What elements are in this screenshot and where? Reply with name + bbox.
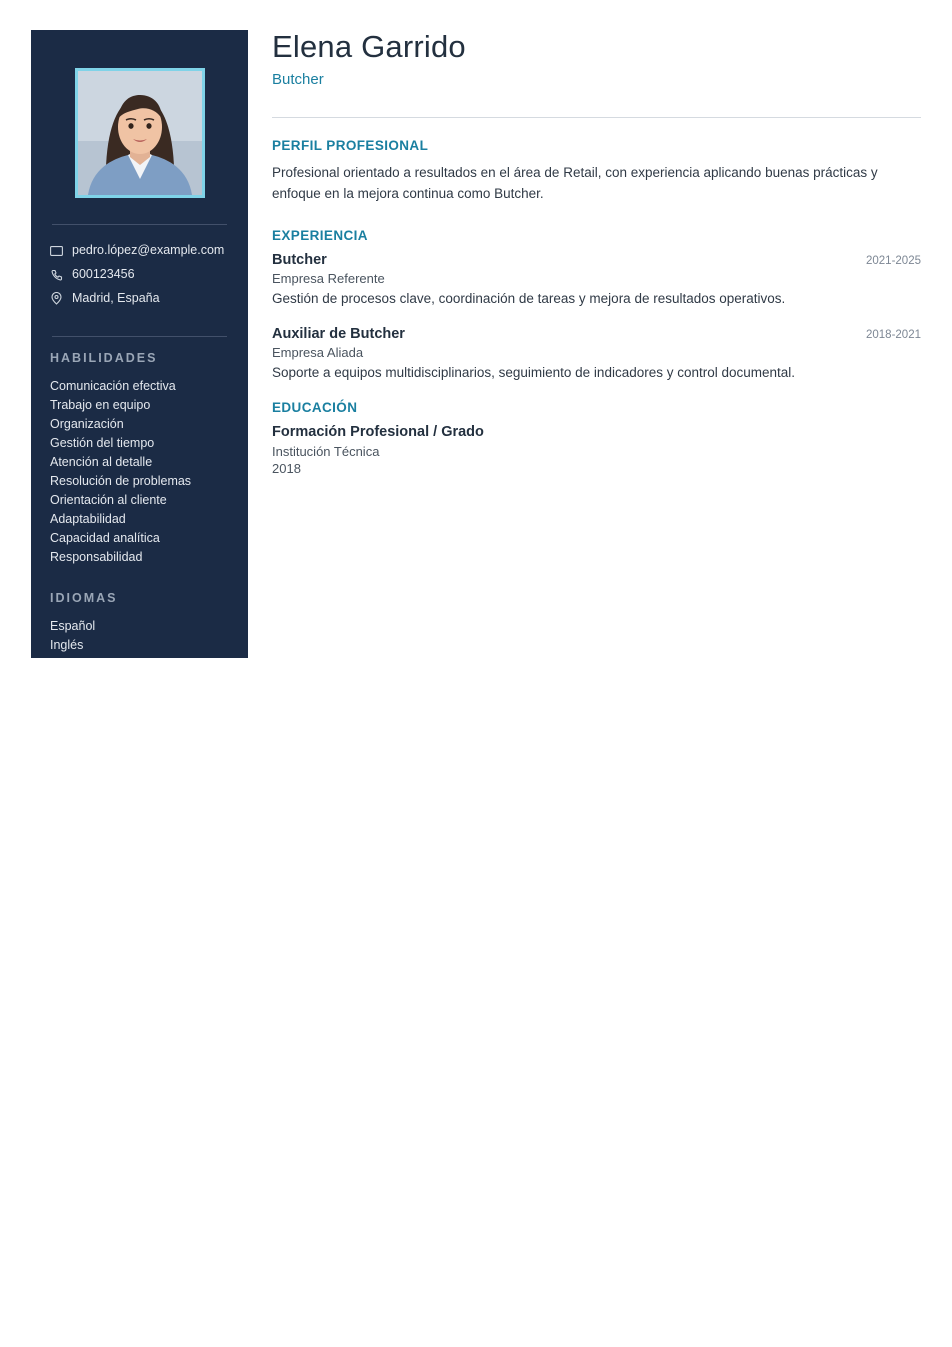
list-item: Responsabilidad (50, 550, 143, 565)
header-rule (272, 117, 921, 118)
location-pin-icon (50, 292, 63, 305)
skills-heading: HABILIDADES (50, 351, 158, 366)
education-institution: Institución Técnica (272, 443, 380, 459)
experience-entry (272, 252, 921, 308)
education-degree: Formación Profesional / Grado (272, 423, 484, 440)
contact-phone-value: 600123456 (72, 266, 135, 281)
contact-list (50, 239, 229, 310)
sidebar (31, 30, 248, 658)
list-item: Organización (50, 417, 124, 432)
main-content (272, 30, 921, 476)
avatar (75, 68, 205, 198)
contact-phone (50, 263, 229, 287)
experience-section-title: EXPERIENCIA (272, 227, 368, 243)
sidebar-divider-top (52, 224, 227, 225)
list-item: Gestión del tiempo (50, 436, 155, 451)
mail-icon (50, 244, 63, 257)
experience-job-company: Empresa Referente (272, 270, 385, 286)
section-experience (272, 228, 921, 382)
experience-job-description: Soporte a equipos multidisciplinarios, seguimiento de indicadores y control documental. (272, 364, 796, 380)
portrait-photo-icon (78, 71, 202, 195)
education-year: 2018 (272, 460, 301, 476)
list-item: Inglés (50, 638, 84, 653)
education-entry (272, 424, 921, 476)
experience-job-dates: 2018-2021 (866, 328, 921, 341)
profile-text: Profesional orientado a resultados en el área de Retail, con experiencia aplicando buenas prácticas y enfoque en la mejora continua como Butcher. (272, 164, 878, 201)
contact-location-value: Madrid, España (72, 290, 160, 305)
list-item: Comunicación efectiva (50, 379, 176, 394)
experience-job-title: Auxiliar de Butcher (272, 325, 405, 342)
experience-entry-head (272, 326, 921, 342)
list-item: Trabajo en equipo (50, 398, 151, 413)
languages-heading: IDIOMAS (50, 591, 118, 606)
list-item: Atención al detalle (50, 455, 153, 470)
skills-list (50, 377, 229, 567)
phone-icon (50, 268, 63, 281)
experience-job-description: Gestión de procesos clave, coordinación de tareas y mejora de resultados operativos. (272, 290, 786, 306)
list-item: Capacidad analítica (50, 531, 160, 546)
job-role-subtitle: Butcher (272, 70, 324, 88)
section-education (272, 400, 921, 476)
experience-job-dates: 2021-2025 (866, 254, 921, 267)
list-item: Español (50, 619, 96, 634)
experience-job-company: Empresa Aliada (272, 344, 364, 360)
experience-entry (272, 326, 921, 382)
list-item: Resolución de problemas (50, 474, 192, 489)
section-profile (272, 138, 921, 204)
list-item: Orientación al cliente (50, 493, 167, 508)
education-section-title: EDUCACIÓN (272, 399, 358, 415)
languages-list (50, 617, 229, 655)
list-item: Adaptabilidad (50, 512, 126, 527)
page-title: Elena Garrido (272, 29, 466, 64)
experience-job-title: Butcher (272, 251, 327, 268)
contact-location (50, 287, 229, 311)
contact-email (50, 239, 229, 263)
sidebar-divider-mid (52, 336, 227, 337)
contact-email-value: pedro.lópez@example.com (72, 243, 225, 257)
profile-section-title: PERFIL PROFESIONAL (272, 137, 429, 153)
experience-entry-head (272, 252, 921, 268)
